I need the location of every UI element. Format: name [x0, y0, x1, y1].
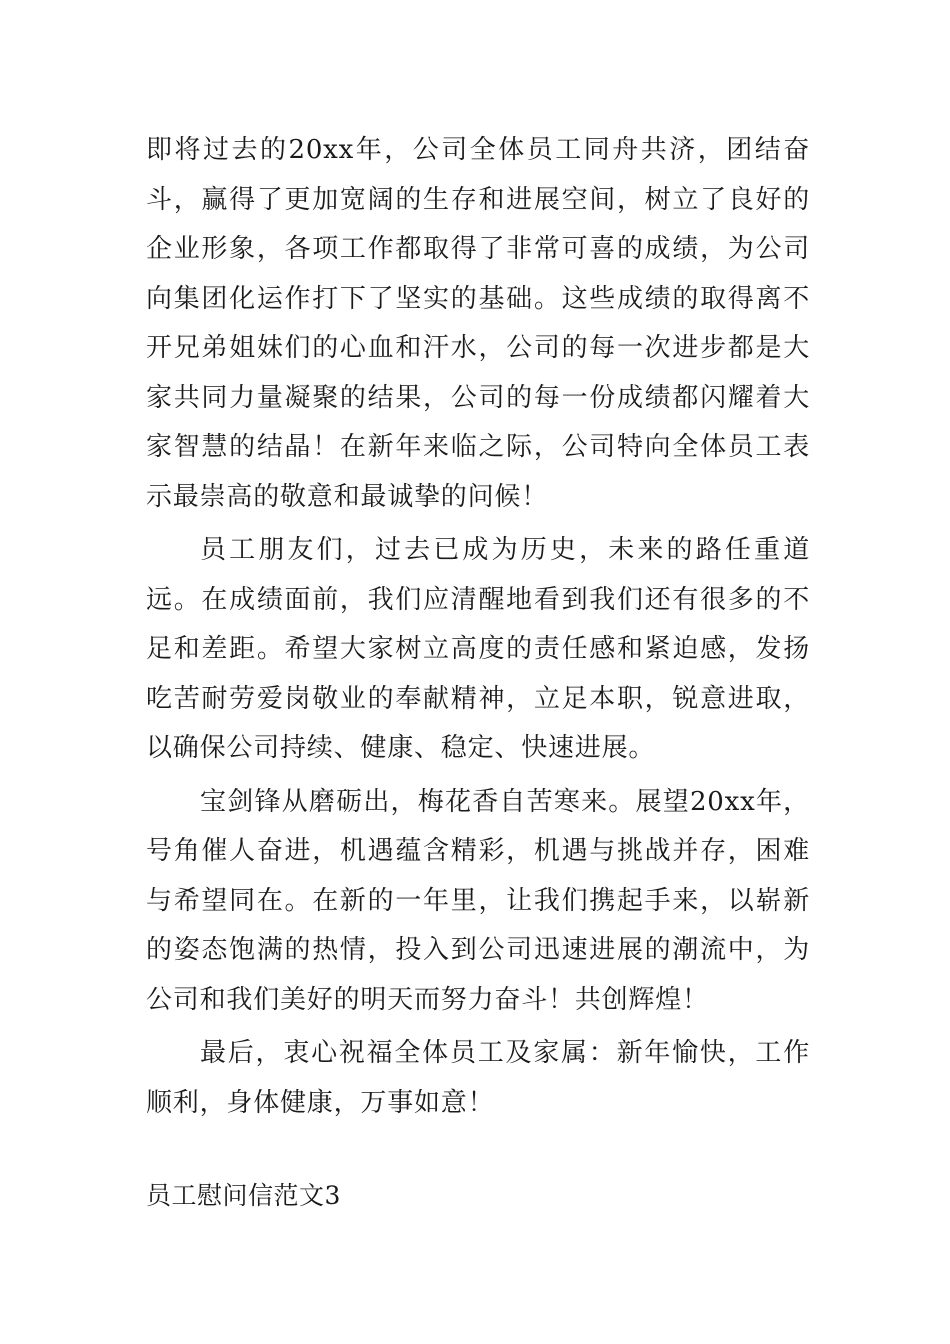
letter-body: [146, 126, 810, 1128]
paragraph-encouragement: 员工朋友们，过去已成为历史，未来的路任重道远。在成绩面前，我们应清醒地看到我们还有很多的不足和差距。希望大家树立高度的责任感和紧迫感，发扬吃苦耐劳爱岗敬业的奉献精神，立足本职，锐意进取，以确保公司持续、健康、稳定、快速进展。: [146, 535, 810, 763]
next-section-title: 员工慰问信范文3: [146, 1181, 341, 1210]
paragraph-outlook: 宝剑锋从磨砺出，梅花香自苦寒来。展望20xx年，号角催人奋进，机遇蕴含精彩，机遇与挑战并存，困难与希望同在。在新的一年里，让我们携起手来，以崭新的姿态饱满的热情，投入到公司迅速进展的潮流中，为公司和我们美好的明天而努力奋斗！共创辉煌！: [146, 786, 810, 1015]
paragraph-achievements: 即将过去的20xx年，公司全体员工同舟共济，团结奋斗，赢得了更加宽阔的生存和进展空间，树立了良好的企业形象，各项工作都取得了非常可喜的成绩，为公司向集团化运作打下了坚实的基础。这些成绩的取得离不开兄弟姐妹们的心血和汗水，公司的每一次进步都是大家共同力量凝聚的结果，公司的每一份成绩都闪耀着大家智慧的结晶！在新年来临之际，公司特向全体员工表示最崇高的敬意和最诚挚的问候！: [146, 135, 810, 512]
paragraph-closing-wishes: 最后，衷心祝福全体员工及家属：新年愉快，工作顺利，身体健康，万事如意！: [146, 1038, 810, 1118]
